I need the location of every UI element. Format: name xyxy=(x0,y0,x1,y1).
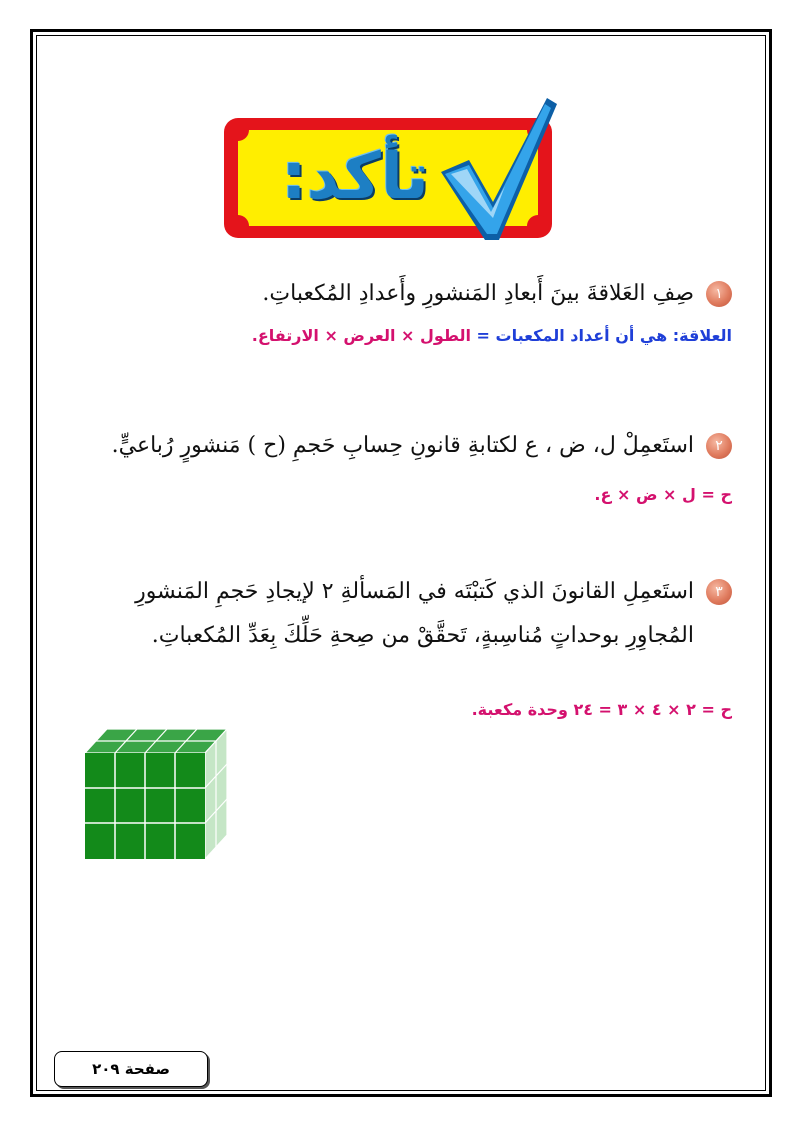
page-number-label: صفحة ٢٠٩ xyxy=(54,1051,208,1087)
answer-1 xyxy=(252,326,732,345)
question-text: صِفِ العَلاقةَ بينَ أَبعادِ المَنشورِ وأَعدادِ المُكعباتِ. xyxy=(262,281,694,306)
question-text-line-2: المُجاوِرِ بوحداتٍ مُناسِبةٍ، تَحقَّقْ من صِحةِ حَلِّكَ بِعَدِّ المُكعباتِ. xyxy=(151,623,694,648)
answer-3: ح = ٢ × ٤ × ٣ = ٢٤ وحدة مكعبة. xyxy=(471,700,732,719)
question-number-badge: ٢ xyxy=(706,433,732,459)
question-text: استَعمِلْ ل، ض ، ع لكتابةِ قانونِ حِسابِ حَجمِ (ح ) مَنشورٍ رُباعيٍّ. xyxy=(111,433,694,458)
question-3 xyxy=(135,570,732,658)
question-2 xyxy=(112,424,732,468)
answer-value: الطول × العرض × الارتفاع. xyxy=(251,326,471,345)
question-1 xyxy=(262,272,732,316)
question-number-badge: ٣ xyxy=(706,579,732,605)
answer-label: العلاقة: هي أن أعداد المكعبات = xyxy=(476,326,732,345)
title-badge xyxy=(220,112,560,242)
question-number-badge: ١ xyxy=(706,281,732,307)
checkmark-icon xyxy=(435,94,560,244)
cube-prism-figure xyxy=(85,727,235,862)
answer-2: ح = ل × ض × ع. xyxy=(594,485,732,504)
question-text-line-1: استَعمِلِ القانونَ الذي كَتبْتَه في المَسألةِ ٢ لإيجادِ حَجمِ المَنشورِ xyxy=(135,579,694,604)
badge-title: تأكد: xyxy=(281,140,429,214)
